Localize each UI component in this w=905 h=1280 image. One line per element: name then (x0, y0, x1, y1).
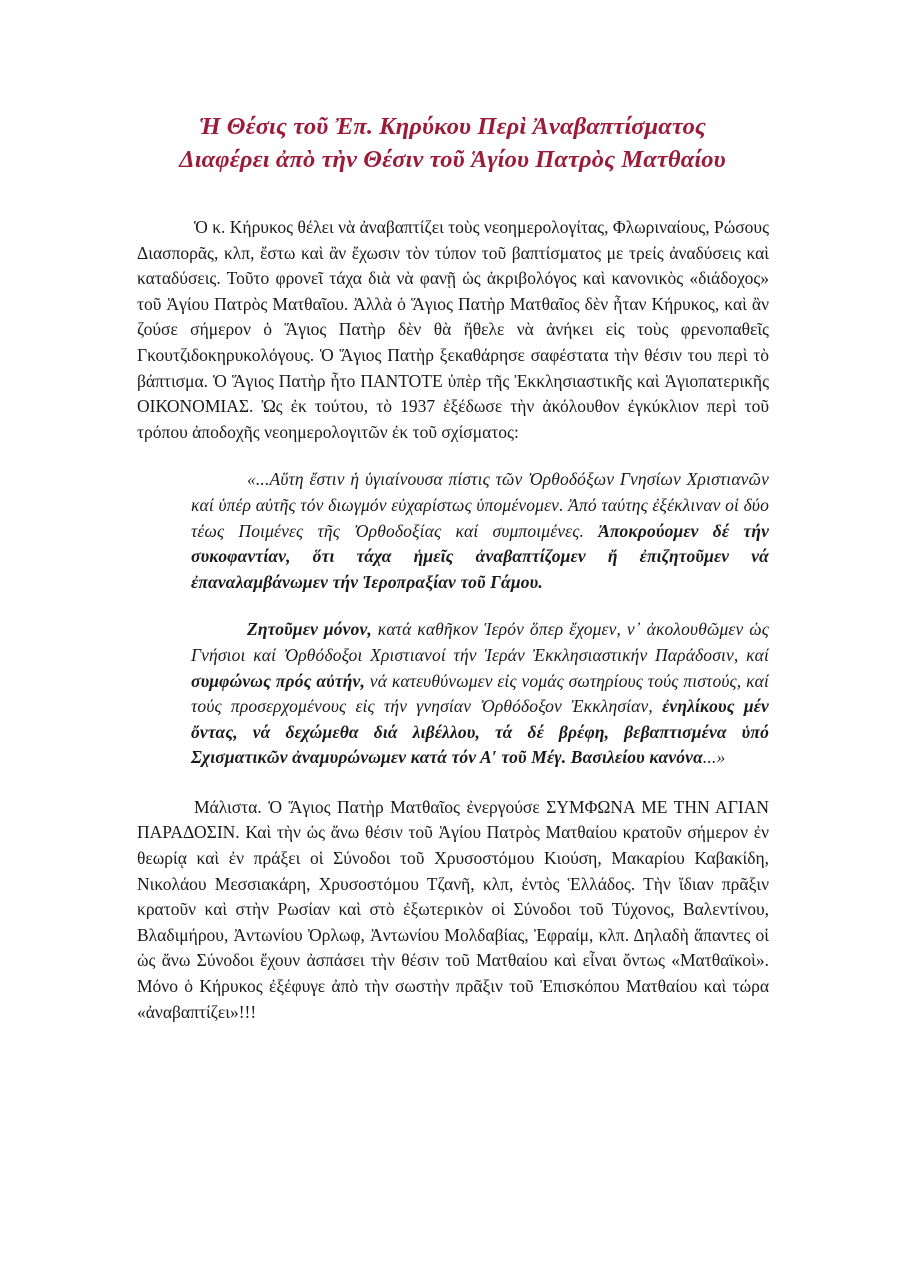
paragraph-intro: Ὁ κ. Κήρυκος θέλει νὰ ἀναβαπτίζει τοὺς νεοημερολογίτας, Φλωριναίους, Ρώσους Διασπορᾶς, κλπ, ἔστω καὶ ἂν ἔχωσιν τὸν τύπον τοῦ βαπτίσματος με τρείς ἀναδύσεις καὶ καταδύσεις. Τοῦτο φρονεῖ τάχα διὰ νὰ φανῇ ὡς ἀκριβολόγος καὶ κανονικὸς «διάδοχος» τοῦ Ἁγίου Πατρὸς Ματθαῖου. Ἀλλὰ ὁ Ἅγιος Πατὴρ Ματθαῖος δὲν ἦταν Κήρυκος, καὶ ἂν ζούσε σήμερον ὁ Ἅγιος Πατὴρ δὲν θὰ ἤθελε νὰ ἀνήκει εἰς τοὺς φρενοπαθεῖς Γκουτζιδοκηρυκολόγους. Ὁ Ἅγιος Πατὴρ ξεκαθάρησε σαφέστατα τὴν θέσιν του περὶ τὸ βάπτισμα. Ὁ Ἅγιος Πατὴρ ἦτο ΠΑΝΤΟΤΕ ὑπὲρ τῆς Ἐκκλησιαστικῆς καὶ Ἁγιοπατερικῆς ΟΙΚΟΝΟΜΙΑΣ. Ὡς ἐκ τούτου, τὸ 1937 ἐξέδωσε τὴν ἀκόλουθον ἐγκύκλιον περὶ τοῦ τρόπου ἀποδοχῆς νεοημερολογιτῶν ἐκ τοῦ σχίσματος: (137, 217, 769, 442)
title-line-2: Διαφέρει ἀπὸ τὴν Θέσιν τοῦ Ἁγίου Πατρὸς Ματθαίου (179, 146, 726, 173)
quote-2-text-2: νά κατευθύνωμεν εἰς νομάς σωτηρίους τούς πιστούς, καί τούς προσερχομένους εἰς τήν γνησίαν Ὀρθόδοξον Ἐκκλησίαν, (191, 670, 769, 717)
title-line-1: Ἡ Θέσις τοῦ Ἐπ. Κηρύκου Περὶ Ἀναβαπτίσματος (199, 113, 706, 140)
quote-1-text: «...Αὕτη ἔστιν ἡ ὑγιαίνουσα πίστις τῶν Ὀρθοδόξων Γνησίων Χριστιανῶν καί ὑπέρ αὐτῆς τόν διωγμόν εὐχαρίστως ὑπομένομεν. Ἀπό ταύτης ἐξέκλιναν οἱ δύο τέως Ποιμένες τῆς Ὀρθοδοξίας καί συμποιμένες. (191, 469, 769, 541)
quote-2-bold-3: ἐνηλίκους μέν ὄντας, νά δεχώμεθα διά λιβέλλου, τά δέ βρέφη, βεβαπτισμένα ὑπό Σχισματικῶν ἀναμυρώνωμεν κατά τόν Α′ τοῦ Μέγ. Βασιλείου κανόνα (191, 696, 769, 768)
document-title (120, 110, 785, 176)
quote-2-bold-2: συμφώνως πρός αὐτήν, (191, 670, 366, 691)
quote-2-text-1: κατά καθῆκον Ἱερόν ὅπερ ἔχομεν, ν᾽ ἀκολουθῶμεν ὡς Γνήσιοι καί Ὀρθόδοξοι Χριστιανοί τήν Ἱεράν Ἐκκλησιαστικήν Παράδοσιν, καί (191, 619, 769, 665)
quote-block-1 (191, 467, 769, 595)
quote-1-bold-text: Ἀποκρούομεν δέ τήν συκοφαντίαν, ὅτι τάχα ἡμεῖς ἀναβαπτίζομεν ἤ ἐπιζητοῦμεν νά ἐπαναλαμβάνωμεν τήν Ἱεροπραξίαν τοῦ Γάμου. (191, 520, 770, 592)
paragraph-conclusion: Μάλιστα. Ὁ Ἅγιος Πατὴρ Ματθαῖος ἐνεργούσε ΣΥΜΦΩΝΑ ΜΕ ΤΗΝ ΑΓΙΑΝ ΠΑΡΑΔΟΣΙΝ. Καὶ τὴν ὡς ἄνω θέσιν τοῦ Ἁγίου Πατρὸς Ματθαίου κρατοῦν σήμερον ἐν θεωρίᾳ καὶ ἐν πράξει οἱ Σύνοδοι τοῦ Χρυσοστόμου Κιούση, Μακαρίου Καβακίδη, Νικολάου Μεσσιακάρη, Χρυσοστόμου Τζανῆ, κλπ, ἐντὸς Ἑλλάδος. Τὴν ἴδιαν πρᾶξιν κρατοῦν καὶ στὴν Ρωσίαν καὶ στὸ ἐξωτερικὸν οἱ Σύνοδοι τοῦ Τύχονος, Βαλεντίνου, Βλαδιμήρου, Ἀντωνίου Ὀρλωφ, Ἀντωνίου Μολδαβίας, Ἐφραίμ, κλπ. Δηλαδὴ ἅπαντες οἱ ὡς ἄνω Σύνοδοι ἔχουν ἀσπάσει τὴν θέσιν τοῦ Ματθαίου καὶ εἶναι ὄντως «Ματθαϊκοὶ». Μόνο ὁ Κήρυκος ἐξέφυγε ἀπὸ τὴν σωστὴν πρᾶξιν τοῦ Ἐπισκόπου Ματθαίου καὶ τώρα «ἀναβαπτίζει»!!! (137, 796, 769, 1022)
quote-2-text-3: ...» (702, 747, 726, 768)
quote-2-bold-1: Ζητοῦμεν μόνον, (247, 619, 372, 640)
document-body (137, 215, 769, 1025)
quote-block-2 (191, 617, 769, 771)
